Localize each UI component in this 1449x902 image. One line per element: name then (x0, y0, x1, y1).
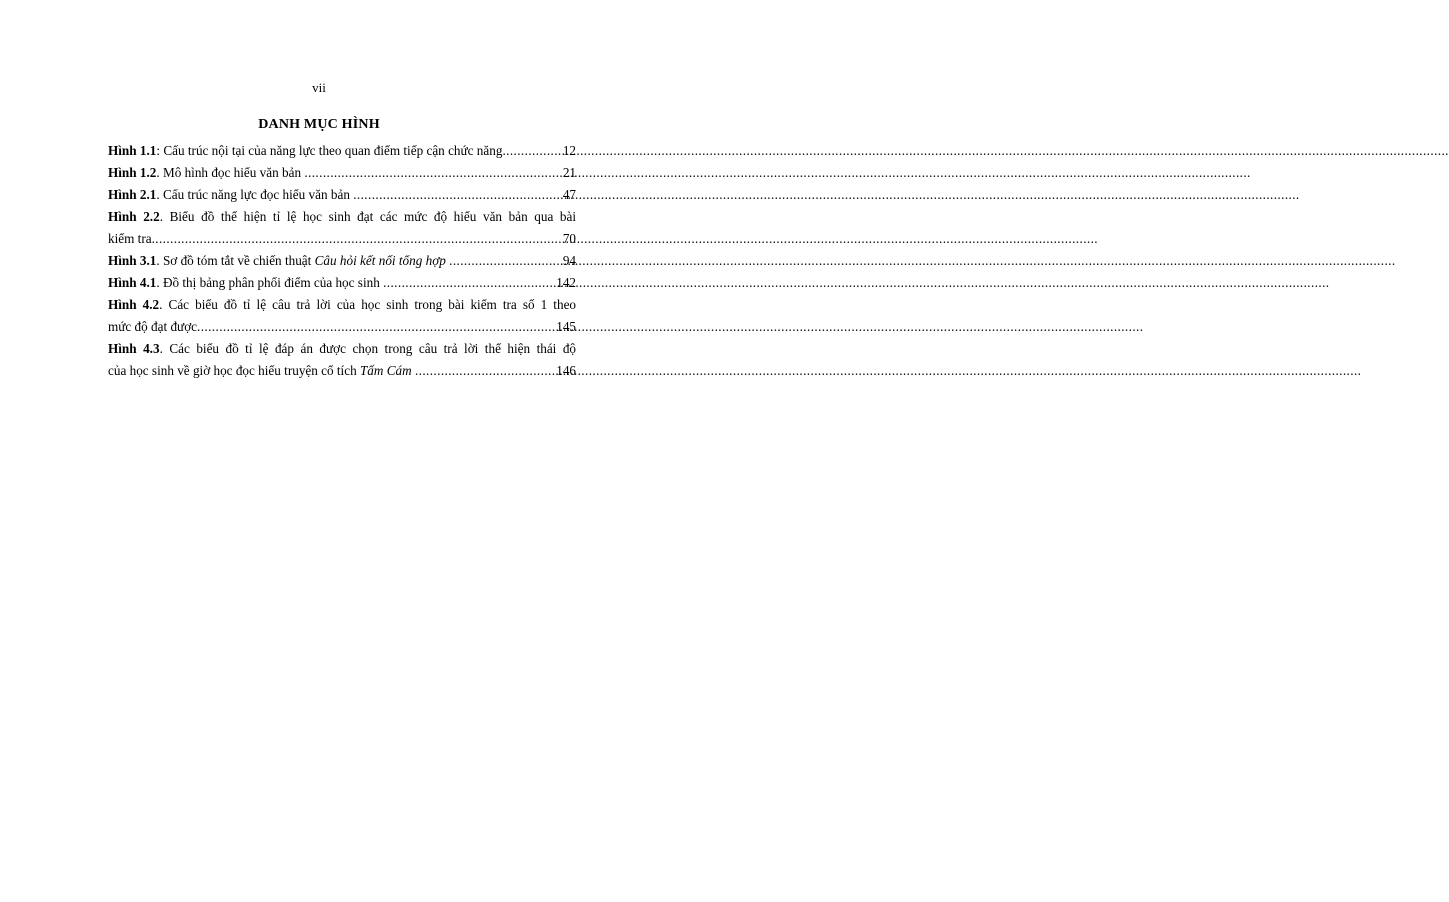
page-ref: 94 (562, 253, 576, 268)
figure-title (163, 250, 449, 272)
page-ref: 145 (556, 319, 576, 334)
figure-separator: : (156, 143, 164, 158)
figure-title-line-2: mức độ đạt được (108, 319, 198, 334)
figure-entry-4-1[interactable] (108, 272, 576, 294)
entry-line (108, 140, 576, 162)
entry-line (108, 294, 576, 316)
page-ref: 47 (562, 187, 576, 202)
figure-title: Mô hình đọc hiểu văn bản (162, 165, 305, 180)
leader-dots (304, 162, 561, 184)
entry-line (108, 184, 576, 206)
page-ref: 21 (562, 165, 576, 180)
figure-separator: . (159, 297, 169, 312)
figure-separator: . (156, 275, 163, 290)
leader-dots (383, 272, 555, 294)
figure-title-line-2: kiểm tra (108, 231, 152, 246)
page-title: DANH MỤC HÌNH (258, 117, 380, 132)
page-ref: 142 (556, 275, 576, 290)
leader-dots (353, 184, 562, 206)
figure-title-text: của học sinh về giờ học đọc hiểu truyện cổ tích (108, 363, 360, 378)
figure-separator: . (156, 187, 163, 202)
page-ref: 146 (556, 363, 576, 378)
figure-title-line-2 (108, 360, 415, 382)
figure-separator: . (159, 209, 170, 224)
leader-dots (152, 228, 562, 250)
figure-entry-3-1[interactable] (108, 250, 576, 272)
figure-number: Hình 2.1 (108, 187, 157, 202)
figure-title-line-1: Biểu đồ thể hiện tỉ lệ học sinh đạt các mức độ hiểu văn bản qua bài (169, 209, 577, 224)
figure-entry-4-3[interactable] (108, 338, 576, 382)
figure-number: Hình 1.1 (108, 143, 157, 158)
figure-title: Cấu trúc năng lực đọc hiểu văn bản (162, 187, 354, 202)
entry-line (108, 250, 576, 272)
figure-entry-2-2[interactable] (108, 206, 576, 250)
figure-entry-2-1[interactable] (108, 184, 576, 206)
figure-title: Đồ thị bảng phân phối điểm của học sinh (162, 275, 384, 290)
figure-title-line-1: Các biểu đồ tỉ lệ câu trả lời của học sinh trong bài kiểm tra số 1 theo (168, 297, 577, 312)
entry-line (108, 162, 576, 184)
figure-number: Hình 4.1 (108, 275, 157, 290)
figure-number: Hình 3.1 (108, 253, 157, 268)
figure-entry-1-1[interactable] (108, 140, 576, 162)
figure-list (108, 140, 576, 382)
figure-number: Hình 4.3 (108, 341, 160, 356)
figure-number: Hình 2.2 (108, 209, 160, 224)
entry-line (108, 360, 576, 382)
page-number: vii (312, 80, 326, 95)
entry-line (108, 338, 576, 360)
leader-dots (197, 316, 555, 338)
figure-separator: . (156, 165, 163, 180)
figure-title-italic: Câu hỏi kết nối tổng hợp (314, 253, 446, 268)
entry-line (108, 316, 576, 338)
figure-number: Hình 4.2 (108, 297, 160, 312)
figure-title-italic: Tấm Cám (359, 363, 412, 378)
figure-number: Hình 1.2 (108, 165, 157, 180)
figure-entry-4-2[interactable] (108, 294, 576, 338)
entry-line (108, 228, 576, 250)
leader-dots (449, 250, 562, 272)
figure-title-line-1: Các biểu đồ tỉ lệ đáp án được chọn trong câu trả lời thể hiện thái độ (169, 341, 577, 356)
figure-separator: . (159, 341, 170, 356)
entry-line (108, 272, 576, 294)
figure-separator: . (156, 253, 163, 268)
leader-dots (415, 360, 555, 382)
page-ref: 70 (562, 231, 576, 246)
figure-title-text: Sơ đồ tóm tắt về chiến thuật (162, 253, 315, 268)
figure-entry-1-2[interactable] (108, 162, 576, 184)
page-ref: 12 (562, 143, 576, 158)
entry-line (108, 206, 576, 228)
figure-title: Cấu trúc nội tại của năng lực theo quan điểm tiếp cận chức năng (163, 143, 503, 158)
leader-dots (502, 140, 561, 162)
